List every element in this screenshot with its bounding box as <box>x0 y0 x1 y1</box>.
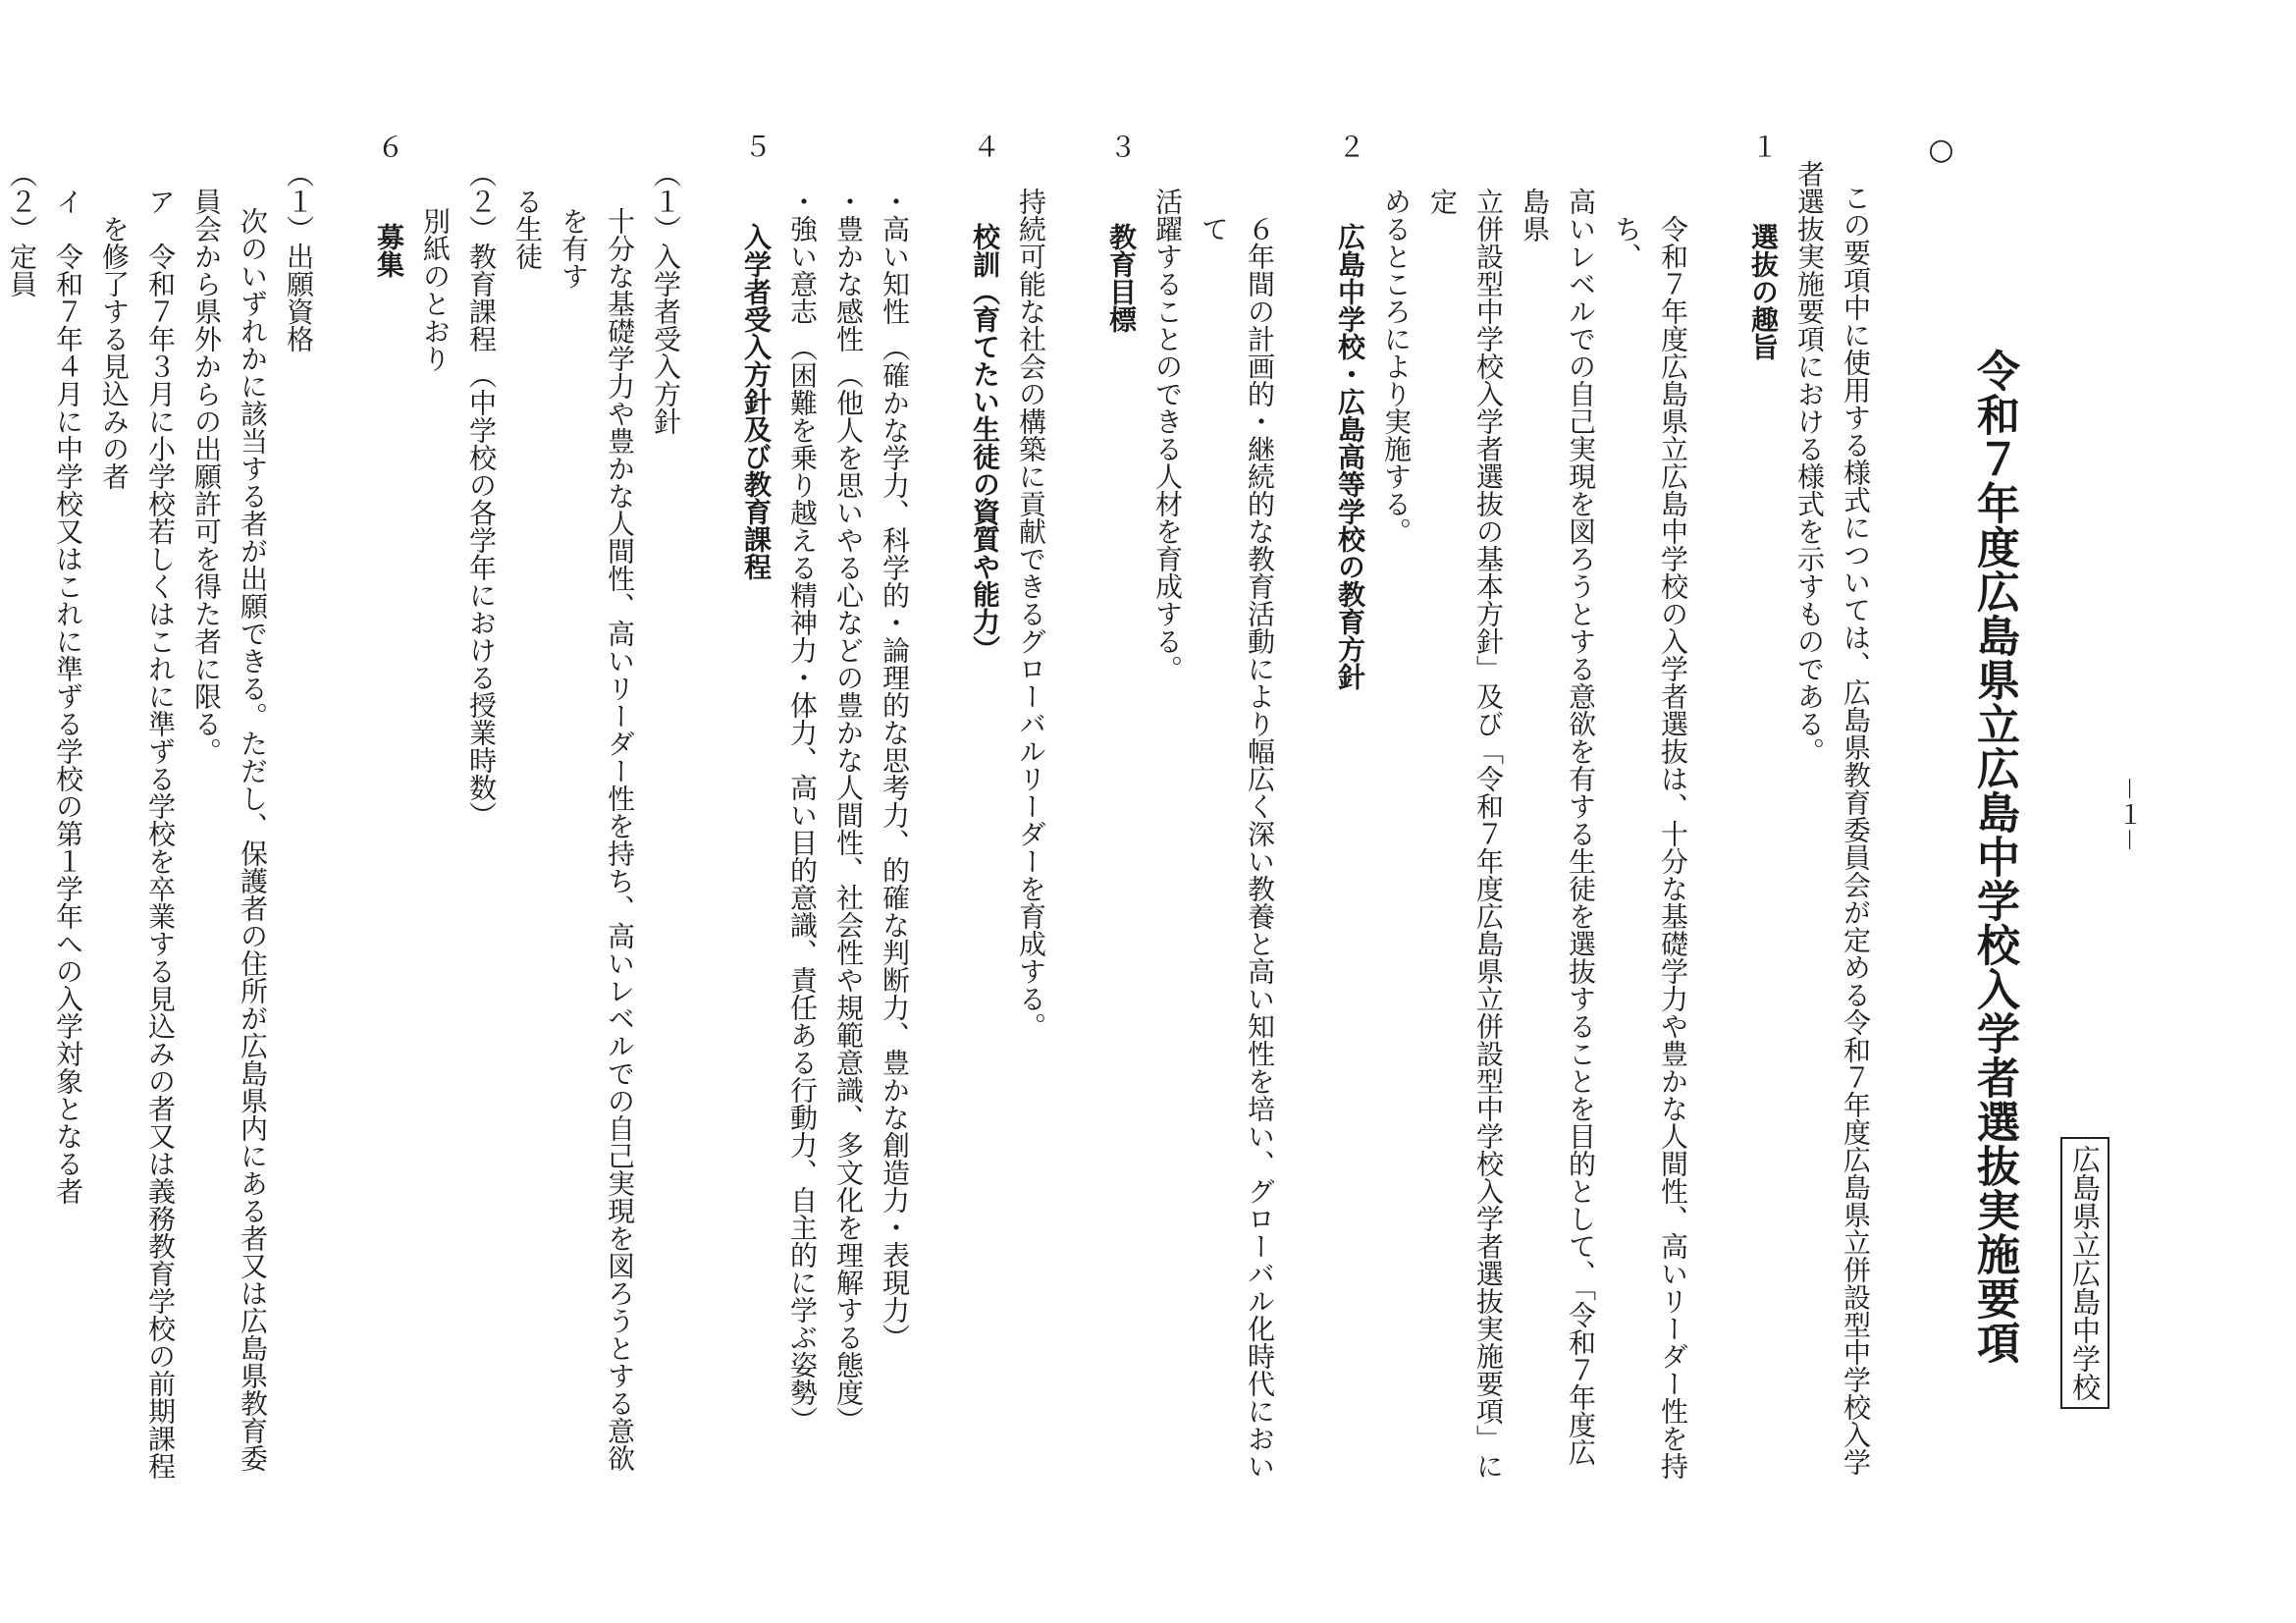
paragraph-line: 持続可能な社会の構築に貢献できるグローバルリーダーを育成する。 <box>1015 188 1047 1040</box>
section-title: 教育目標 <box>1105 222 1138 333</box>
paragraph-line: 高いレベルでの自己実現を図ろうとする意欲を有する生徒を選抜することを目的として、「令和７年度広島県 <box>1519 188 1597 1466</box>
sub-heading: （２）教育課程 （中学校の各学年における授業時数） <box>465 160 498 829</box>
paragraph-line: 十分な基礎学力や豊かな人間性、高いリーダー性を持ち、高いレベルでの自己実現を図ろうとする意欲を有す <box>558 207 636 1472</box>
section-number: ６ <box>373 133 405 160</box>
section-title: 広島中学校・広島高等学校の教育方針 <box>1334 222 1366 690</box>
paragraph-line: ６年間の計画的・継続的な教育活動により幅広く深い教養と高い知性を培い、グローバル化時代において <box>1198 215 1276 1480</box>
section-title: 選抜の趣旨 <box>1747 222 1780 360</box>
paragraph-line: 員会から県外からの出願許可を得た者に限る。 <box>190 188 223 765</box>
paragraph-line: る生徒 <box>511 188 544 270</box>
section-number: ５ <box>740 133 773 160</box>
list-item: ア 令和７年３月に小学校若しくはこれに準ずる学校を卒業する見込みの者又は義務教育学校の前期課程 <box>144 188 177 1480</box>
circle-bullet-icon: ○ <box>1924 133 1958 167</box>
section-heading <box>733 133 779 1490</box>
list-item: ・強い意志 （困難を乗り越える精神力・体力、高い目的意識、責任ある行動力、自主的に学ぶ姿勢） <box>786 188 819 1434</box>
section-number: １ <box>1747 133 1780 160</box>
paragraph-line: 立併設型中学校入学者選抜の基本方針」及び「令和７年度広島県立併設型中学校入学者選抜実施要項」に定 <box>1426 188 1505 1480</box>
sub-heading: （２）定員 <box>6 160 38 298</box>
section-number: ２ <box>1334 133 1366 160</box>
section-heading <box>1740 133 1787 1490</box>
paragraph-line: めるところにより実施する。 <box>1380 188 1413 545</box>
section-number: ３ <box>1105 133 1138 160</box>
section-heading <box>366 133 412 1490</box>
list-item: ・高い知性 （確かな学力、科学的・論理的な思考力、的確な判断力、豊かな創造力・表現力） <box>879 188 911 1351</box>
sub-heading: （１）入学者受入方針 <box>650 160 682 435</box>
list-item: イ 令和７年４月に中学校又はこれに準ずる学校の第１学年への入学対象となる者 <box>52 188 84 1205</box>
section-title: 入学者受入方針及び教育課程 <box>740 222 773 580</box>
intro-line: 者選抜実施要項における様式を示すものである。 <box>1793 160 1826 765</box>
intro-line: この要項中に使用する様式については、広島県教育委員会が定める令和７年度広島県立併設型中学校入学 <box>1840 184 1872 1476</box>
section-heading <box>1327 133 1373 1490</box>
section-heading <box>962 133 1008 1490</box>
section-title: 校訓（育てたい生徒の資質や能力） <box>969 222 1001 663</box>
list-item: を修了する見込みの者 <box>98 215 131 490</box>
school-label: 広島県立広島中学校 <box>2060 1137 2109 1409</box>
intro-paragraph <box>1918 133 1964 1490</box>
page-title: 令和７年度広島県立広島中学校入学者選抜実施要項 <box>1969 349 2019 1365</box>
section-title: 募集 <box>373 222 405 278</box>
paragraph-line: 活躍することのできる人材を育成する。 <box>1151 188 1184 682</box>
sub-heading: （１）出願資格 <box>283 160 315 352</box>
list-item: ・豊かな感性 （他人を思いやる心などの豊かな人間性、社会性や規範意識、多文化を理解する態度） <box>832 188 865 1434</box>
paragraph-line: 次のいずれかに該当する者が出願できる。ただし、保護者の住所が広島県内にある者又は広島県教育委 <box>237 207 269 1472</box>
page-number: －１－ <box>2113 776 2143 853</box>
paragraph-line: 別紙のとおり <box>419 207 452 372</box>
paragraph-line: 令和７年度広島県立広島中学校の入学者選抜は、十分な基礎学力や豊かな人間性、高いリーダー性を持ち、 <box>1611 215 1689 1480</box>
section-heading <box>1098 133 1145 1490</box>
section-number: ４ <box>969 133 1001 160</box>
